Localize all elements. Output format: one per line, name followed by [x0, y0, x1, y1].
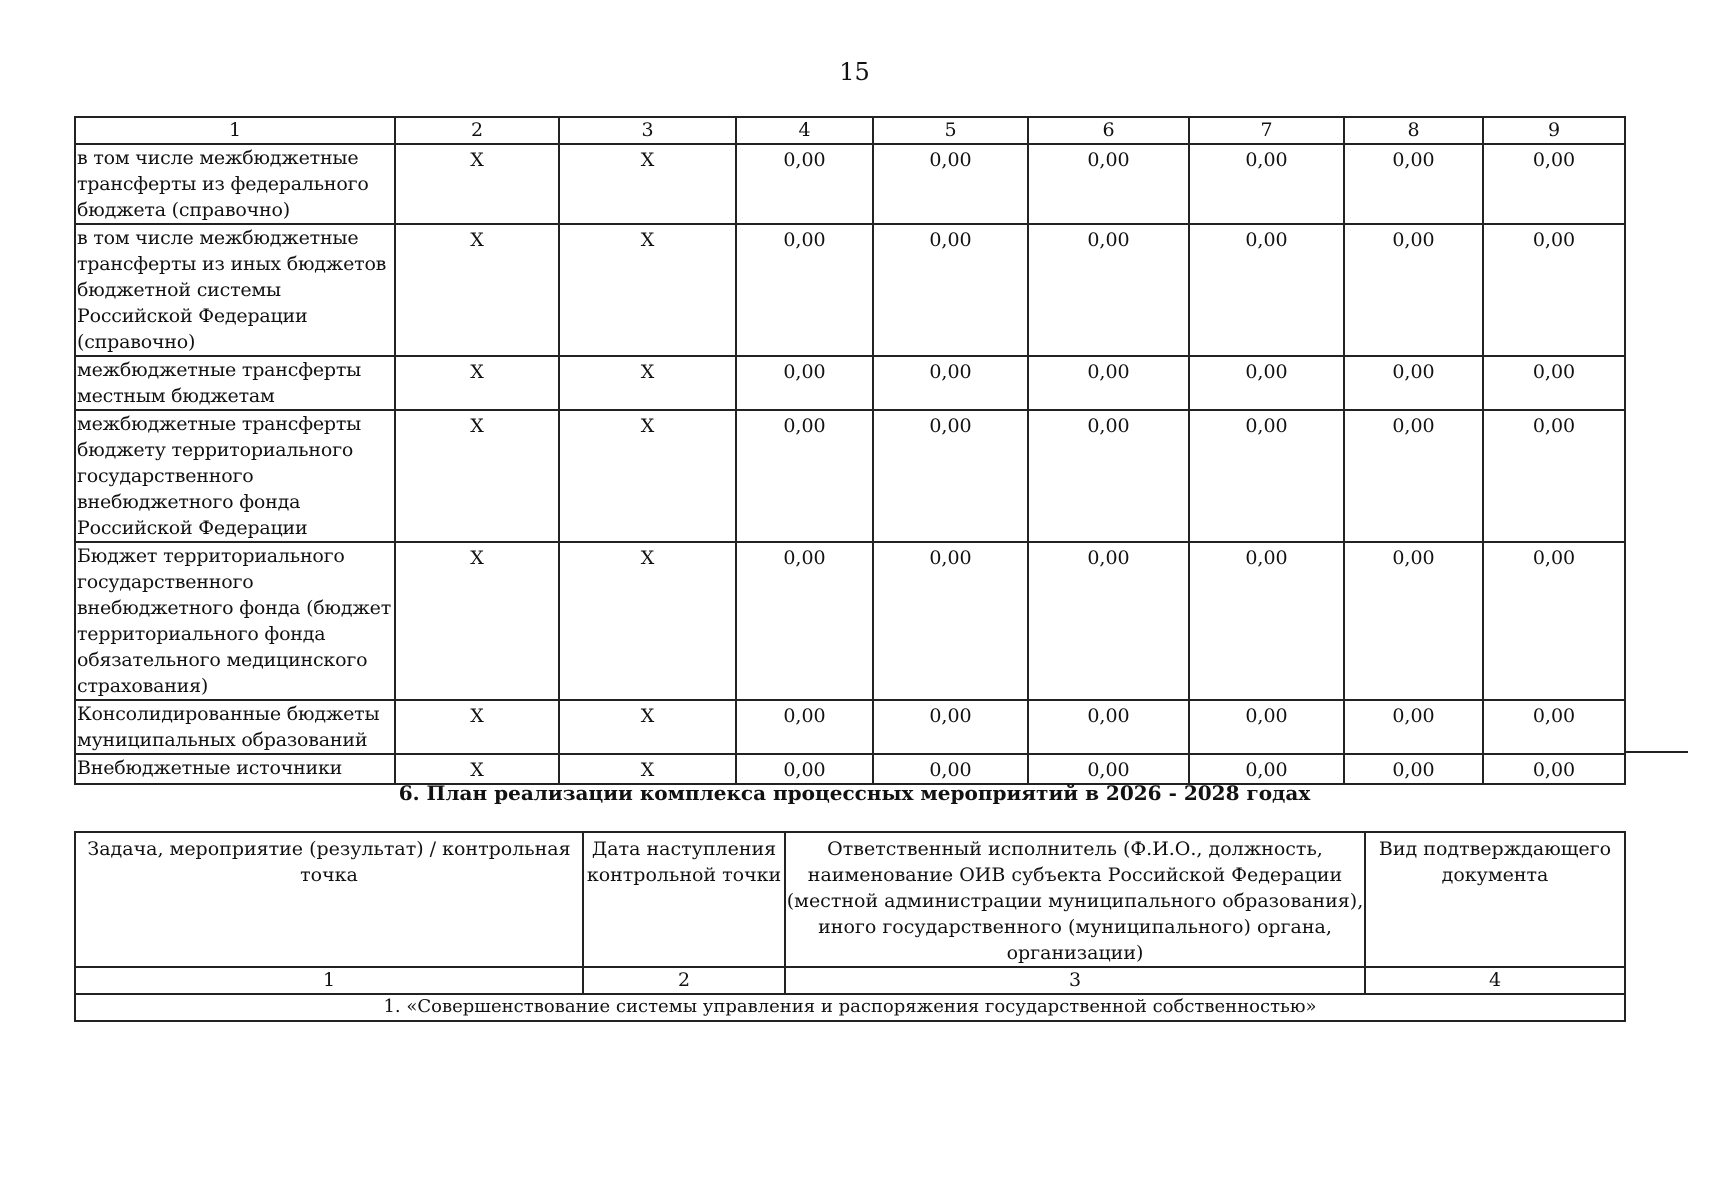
fin-col-number: 2 — [395, 117, 559, 144]
section-title: 6. План реализации комплекса процессных мероприятий в 2026 - 2028 годах — [398, 781, 1311, 805]
table-row — [75, 410, 1625, 542]
row-value: 0,00 — [1483, 410, 1625, 542]
row-value: 0,00 — [873, 356, 1028, 410]
row-value: 0,00 — [1189, 754, 1344, 784]
row-value: 0,00 — [1028, 410, 1189, 542]
fin-col-number: 6 — [1028, 117, 1189, 144]
task-title: 1. «Совершенствование системы управления и распоряжения государственной собственностью» — [75, 994, 1625, 1021]
row-value: X — [559, 356, 736, 410]
row-value: 0,00 — [736, 754, 873, 784]
row-value: X — [395, 224, 559, 356]
table-rule-extension — [1624, 751, 1688, 753]
table-row — [75, 542, 1625, 700]
row-value: 0,00 — [1483, 700, 1625, 754]
row-value: 0,00 — [1344, 542, 1483, 700]
row-value: X — [395, 356, 559, 410]
row-value: 0,00 — [873, 542, 1028, 700]
row-value: 0,00 — [1028, 144, 1189, 224]
row-value: 0,00 — [1483, 754, 1625, 784]
row-value: 0,00 — [736, 144, 873, 224]
row-value: 0,00 — [1189, 144, 1344, 224]
fin-col-number: 3 — [559, 117, 736, 144]
row-value: 0,00 — [1189, 356, 1344, 410]
row-value: 0,00 — [1344, 754, 1483, 784]
header-date: Дата наступления контрольной точки — [583, 832, 785, 967]
row-value: 0,00 — [1483, 356, 1625, 410]
row-value: 0,00 — [1189, 410, 1344, 542]
page-number: 15 — [839, 58, 870, 86]
table-row — [75, 700, 1625, 754]
row-value: 0,00 — [873, 224, 1028, 356]
row-value: X — [559, 224, 736, 356]
row-value: 0,00 — [1189, 700, 1344, 754]
column-number-row — [75, 117, 1625, 144]
header-task: Задача, мероприятие (результат) / контрольная точка — [75, 832, 583, 967]
row-value: X — [559, 144, 736, 224]
row-value: 0,00 — [1483, 144, 1625, 224]
row-value: 0,00 — [1028, 754, 1189, 784]
header-document: Вид подтверждающего документа — [1365, 832, 1625, 967]
plan-col-number: 1 — [75, 967, 583, 994]
row-value: 0,00 — [1189, 224, 1344, 356]
row-label: Бюджет территориального государственного внебюджетного фонда (бюджет территориального фонда обязательного медицинского страхования) — [75, 542, 395, 700]
row-value: 0,00 — [736, 224, 873, 356]
row-value: 0,00 — [1344, 356, 1483, 410]
row-value: 0,00 — [736, 542, 873, 700]
fin-col-number: 8 — [1344, 117, 1483, 144]
fin-col-number: 5 — [873, 117, 1028, 144]
row-label: межбюджетные трансферты местным бюджетам — [75, 356, 395, 410]
plan-column-number-row — [75, 967, 1625, 994]
row-value: 0,00 — [736, 410, 873, 542]
row-value: 0,00 — [1344, 410, 1483, 542]
row-label: в том числе межбюджетные трансферты из федерального бюджета (справочно) — [75, 144, 395, 224]
fin-col-number: 9 — [1483, 117, 1625, 144]
financing-table — [74, 116, 1626, 785]
header-responsible: Ответственный исполнитель (Ф.И.О., должность, наименование ОИВ субъекта Российской Федерации (местной администрации муниципального образования), иного государственного (муниципального) органа, организации) — [785, 832, 1365, 967]
row-value: X — [395, 410, 559, 542]
row-label: Консолидированные бюджеты муниципальных образований — [75, 700, 395, 754]
row-value: X — [395, 144, 559, 224]
row-value: X — [559, 700, 736, 754]
plan-col-number: 3 — [785, 967, 1365, 994]
row-value: X — [395, 542, 559, 700]
row-value: 0,00 — [873, 754, 1028, 784]
fin-col-number: 1 — [75, 117, 395, 144]
row-value: X — [559, 410, 736, 542]
plan-table — [74, 831, 1626, 1022]
row-value: X — [395, 700, 559, 754]
plan-col-number: 4 — [1365, 967, 1625, 994]
row-value: X — [559, 754, 736, 784]
row-label: Внебюджетные источники — [75, 754, 395, 784]
row-value: 0,00 — [736, 700, 873, 754]
row-label: в том числе межбюджетные трансферты из иных бюджетов бюджетной системы Российской Федерации (справочно) — [75, 224, 395, 356]
row-value: 0,00 — [1344, 224, 1483, 356]
row-value: 0,00 — [1189, 542, 1344, 700]
row-value: 0,00 — [1483, 224, 1625, 356]
row-value: 0,00 — [1028, 356, 1189, 410]
row-value: 0,00 — [1344, 144, 1483, 224]
row-value: 0,00 — [1028, 700, 1189, 754]
table-row — [75, 356, 1625, 410]
row-value: 0,00 — [1028, 224, 1189, 356]
task-row — [75, 994, 1625, 1021]
row-value: 0,00 — [873, 410, 1028, 542]
row-value: 0,00 — [1028, 542, 1189, 700]
row-value: 0,00 — [1344, 700, 1483, 754]
table-row — [75, 144, 1625, 224]
table-row — [75, 224, 1625, 356]
row-value: 0,00 — [1483, 542, 1625, 700]
row-value: X — [395, 754, 559, 784]
fin-col-number: 7 — [1189, 117, 1344, 144]
row-value: 0,00 — [873, 700, 1028, 754]
fin-col-number: 4 — [736, 117, 873, 144]
plan-col-number: 2 — [583, 967, 785, 994]
row-value: X — [559, 542, 736, 700]
row-value: 0,00 — [873, 144, 1028, 224]
plan-header-row — [75, 832, 1625, 967]
row-value: 0,00 — [736, 356, 873, 410]
row-label: межбюджетные трансферты бюджету территориального государственного внебюджетного фонда Российской Федерации — [75, 410, 395, 542]
